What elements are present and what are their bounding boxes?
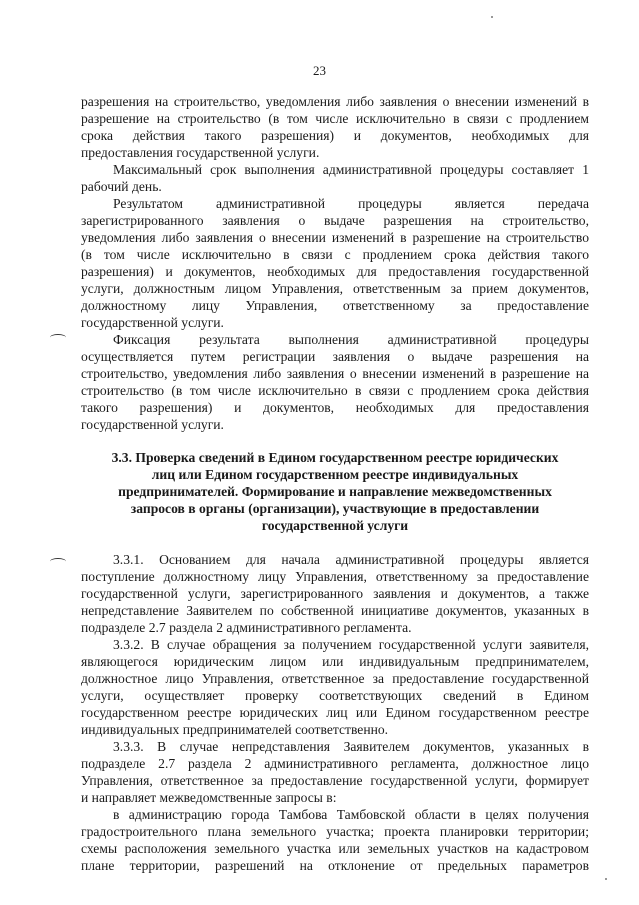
text-line: разрешения на строительство, уведомления либо заявления о внесении изменений в [81,94,589,109]
section-heading: государственной услуги [261,518,409,533]
text-line: разрешения) и документов, необходимых для предоставления государственной [81,264,589,279]
text-line: подразделе 2.7 раздела 2 административного регламента. [81,620,412,635]
text-line: индивидуальных предпринимателей соответственно. [81,722,389,737]
text-line: зарегистрированного заявления о выдаче разрешения на строительство, [81,213,589,228]
text-line: услуги, осуществляет проверку соответствующих сведений в Едином [81,688,589,703]
text-line: схемы расположения земельного участка или земельных участков на кадастровом [81,841,589,856]
text-line: Результатом административной процедуры является передача [113,196,589,211]
scan-speck [491,16,493,18]
text-line: должностное лицо Управления, ответственное за предоставление государственной [81,671,589,686]
text-line: в администрацию города Тамбова Тамбовской области в целях получения [113,807,589,822]
text-line: Максимальный срок выполнения административной процедуры составляет 1 [113,162,589,177]
text-line: 3.3.3. В случае непредставления Заявителем документов, указанных в [113,739,589,754]
text-line: подразделе 2.7 раздела 2 административного регламента, должностное лицо [81,756,589,771]
text-line: являющегося юридическим лицом или индивидуальным предпринимателем, [81,654,589,669]
section-heading: лиц или Едином государственном реестре индивидуальных [151,467,519,482]
text-line: Управления, ответственное за предоставление государственной услуги, формирует [81,773,589,788]
text-line: 3.3.1. Основанием для начала административной процедуры является [113,552,589,567]
text-line: непредставление Заявителем по собственной инициативе документов, указанных в [81,603,589,618]
text-line: государственной услуги. [81,417,224,432]
scan-speck [605,878,607,880]
page-number: 23 [313,63,326,78]
section-heading: предпринимателей. Формирование и направление межведомственных [118,484,552,499]
margin-pen-mark [50,334,66,341]
margin-pen-mark [50,558,66,565]
section-heading: 3.3. Проверка сведений в Едином государственном реестре юридических [111,450,559,465]
text-line: предоставления государственной услуги. [81,145,320,160]
text-line: срока действия такого разрешения) и документов, необходимых для [81,128,589,143]
text-line: и направляет межведомственные запросы в: [81,790,337,805]
text-line: разрешение на строительство (в том числе исключительно в связи с продлением [81,111,589,126]
text-line: осуществляется путем регистрации заявления о выдаче разрешения на [81,349,589,364]
text-line: плане территории, разрешений на отклонение от предельных параметров [81,858,589,873]
section-heading: запросов в органы (организации), участвующие в предоставлении [130,501,540,516]
text-line: должностному лицу Управления, ответственному за предоставление [81,298,589,313]
text-line: строительство (в том числе исключительно в связи с продлением срока действия [81,383,589,398]
text-line: (в том числе исключительно в связи с продлением срока действия такого [81,247,589,262]
text-line: поступление должностному лицу Управления, ответственному за предоставление [81,569,589,584]
text-line: государственной услуги, зарегистрированного заявления и документов, а также [81,586,589,601]
text-line: уведомления либо заявления о внесении изменений в разрешение на строительство [81,230,589,245]
text-line: такого разрешения) и документов, необходимых для предоставления [81,400,589,415]
text-line: государственной услуги. [81,315,224,330]
text-line: услуги, должностным лицом Управления, ответственным за прием документов, [81,281,589,296]
text-line: строительство, уведомления либо заявления о внесении изменений в разрешение на [81,366,589,381]
text-line: рабочий день. [81,179,162,194]
text-line: градостроительного плана земельного участка; проекта планировки территории; [81,824,589,839]
text-line: 3.3.2. В случае обращения за получением государственной услуги заявителя, [113,637,589,652]
text-line: государственном реестре юридических лиц или Едином государственном реестре [81,705,589,720]
text-line: Фиксация результата выполнения административной процедуры [113,332,589,347]
